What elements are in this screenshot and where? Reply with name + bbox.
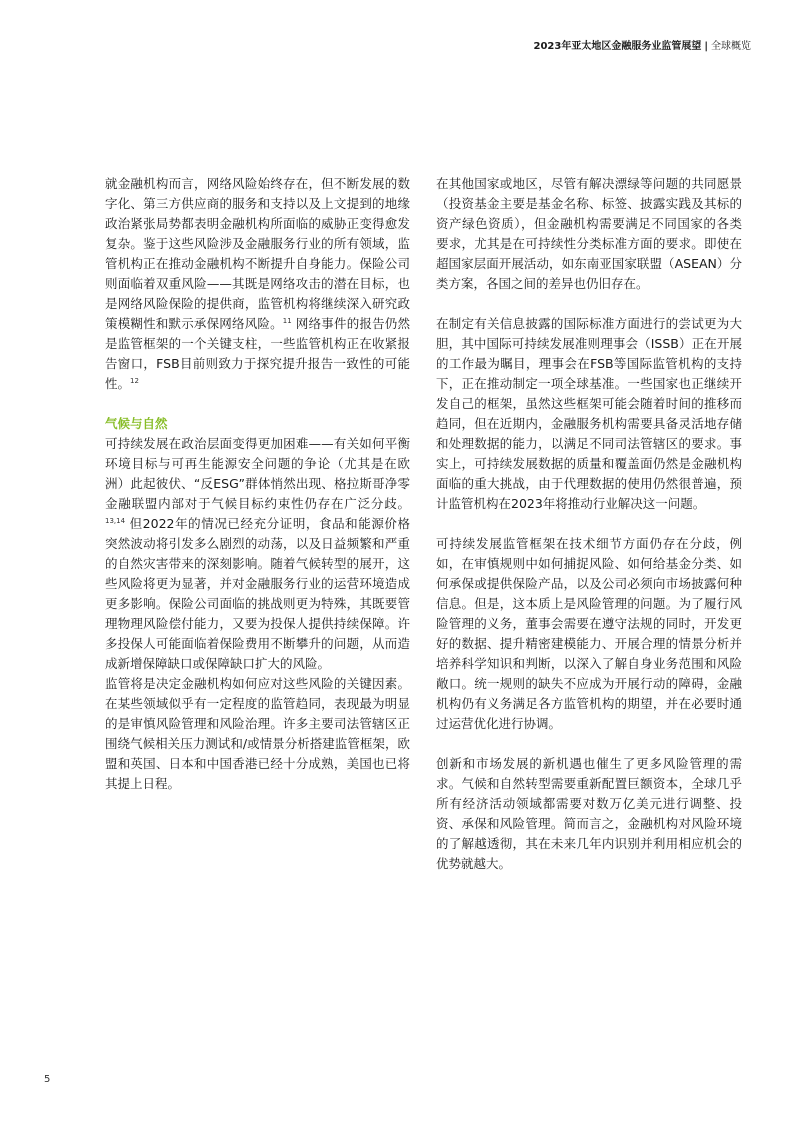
paragraph-sustainability: [105, 434, 410, 674]
left-column: [105, 174, 410, 794]
header-separator: |: [704, 41, 708, 52]
paragraph-greenwashing: 在其他国家或地区，尽管有解决漂绿等问题的共同愿景（投资基金主要是基金名称、标签、披露实践及其标的资产绿色资质），但金融机构需要满足不同国家的各类要求，尤其是在可持续性分类标准方面的要求。即使在超国家层面开展活动，如东南亚国家联盟（ASEAN）分类方案，各国之间的差异也仍旧存在。: [436, 176, 742, 291]
section-heading: 气候与自然: [105, 416, 168, 431]
header-section: 全球概览: [711, 41, 751, 52]
report-title: 2023年亚太地区金融服务业监管展望: [533, 41, 702, 52]
paragraph-opportunities: 创新和市场发展的新机遇也催生了更多风险管理的需求。气候和自然转型需要重新配置巨额资本，全球几乎所有经济活动领域都需要对数万亿美元进行调整、投资、承保和风险管理。简而言之，金融机构对风险环境的了解越透彻，其在未来几年内识别并利用相应机会的优势就越大。: [436, 756, 742, 871]
right-column: [436, 174, 742, 874]
paragraph-text: 就金融机构而言，网络风险始终存在，但不断发展的数字化、第三方供应商的服务和支持以及上文提到的地缘政治紧张局势都表明金融机构所面临的威胁正变得愈发复杂。鉴于这些风险涉及金融服务行业的所有领域，监管机构正在推动金融机构不断提升自身能力。保险公司则面临着双重风险——其既是网络攻击的潜在目标，也是网络风险保险的提供商，监管机构将继续深入研究政策模糊性和默示承保网络风险。: [105, 176, 410, 331]
footnote-ref: 11: [282, 316, 292, 325]
paragraph-text: 网络事件的报告仍然是监管框架的一个关键支柱，一些监管机构正在收紧报告窗口，FSB目前则致力于探究提升报告一致性的可能性。: [105, 316, 410, 391]
paragraph-text: 可持续发展在政治层面变得更加困难——有关如何平衡环境目标与可再生能源安全问题的争论（尤其是在欧洲）此起彼伏、“反ESG”群体悄然出现、格拉斯哥净零金融联盟内部对于气候目标约束性仍存在广泛分歧。: [105, 436, 410, 511]
paragraph-text: 但2022年的情况已经充分证明，食品和能源价格突然波动将引发多么剧烈的动荡，以及日益频繁和严重的自然灾害带来的深刻影响。随着气候转型的展开，这些风险将更为显著，并对金融服务行业的运营环境造成更多影响。保险公司面临的挑战则更为特殊，其既要管理物理风险偿付能力，又要为投保人提供持续保障。许多投保人可能面临着保险费用不断攀升的问题，从而造成新增保障缺口或保障缺口扩大的风险。: [105, 516, 410, 671]
footnote-ref: 12: [130, 376, 139, 385]
running-header: [534, 40, 752, 54]
footnote-ref: 13,14: [105, 516, 126, 525]
paragraph-regulation: 监管将是决定金融机构如何应对这些风险的关键因素。在某些领域似乎有一定程度的监管趋同，表现最为明显的是审慎风险管理和风险治理。许多主要司法管辖区正围绕气候相关压力测试和/或情景分析搭建监管框架，欧盟和英国、日本和中国香港已经十分成熟，美国也已将其提上日程。: [105, 676, 410, 791]
paragraph-risk-management: 可持续发展监管框架在技术细节方面仍存在分歧，例如，在审慎规则中如何捕捉风险、如何给基金分类、如何承保或提供保险产品，以及公司必须向市场披露何种信息。但是，这本质上是风险管理的问题。为了履行风险管理的义务，董事会需要在遵守法规的同时，开发更好的数据、提升精密建模能力、开展合理的情景分析并培养科学知识和判断，以深入了解自身业务范围和风险敞口。统一规则的缺失不应成为开展行动的障碍，金融机构仍有义务满足各方监管机构的期望，并在必要时通过运营优化进行协调。: [436, 536, 742, 731]
paragraph-disclosure-standards: 在制定有关信息披露的国际标准方面进行的尝试更为大胆，其中国际可持续发展准则理事会（ISSB）正在开展的工作最为瞩目，理事会在FSB等国际监管机构的支持下，正在推动制定一项全球基准。一些国家也正继续开发自己的框架，虽然这些框架可能会随着时间的推移而趋同，但在近期内，金融服务机构需要具备灵活地存储和处理数据的能力，以满足不同司法管辖区的要求。事实上，可持续发展数据的质量和覆盖面仍然是金融机构面临的重大挑战，由于代理数据的使用仍然很普遍，预计监管机构在2023年将推动行业解决这一问题。: [436, 316, 742, 511]
section-climate-nature: [105, 414, 410, 674]
page-number: 5: [44, 1074, 51, 1085]
paragraph-cyber-risk: [105, 174, 410, 394]
